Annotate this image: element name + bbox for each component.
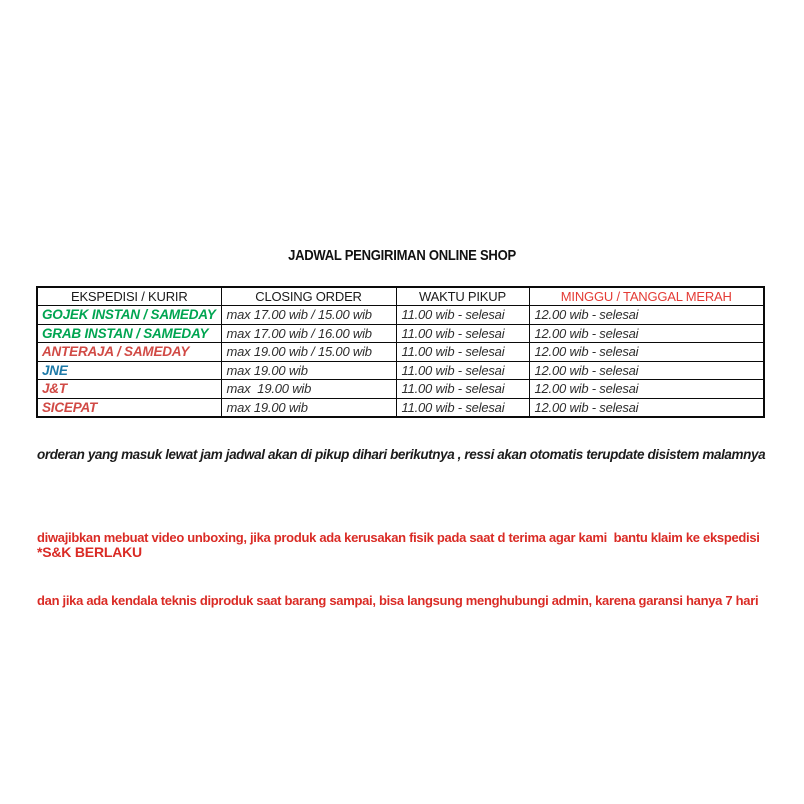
table-row [37,380,764,399]
closing-order-cell: max 19.00 wib [221,361,396,380]
page-title: JADWAL PENGIRIMAN ONLINE SHOP [288,247,516,264]
closing-order-cell: max 17.00 wib / 15.00 wib [221,306,396,325]
closing-order-cell: max 17.00 wib / 16.00 wib [221,324,396,343]
courier-name: GOJEK INSTAN / SAMEDAY [37,306,221,325]
unboxing-warning-line2: dan jika ada kendala teknis diproduk saat barang sampai, bisa langsung menghubungi admin, karena garansi hanya 7 hari [37,593,759,608]
waktu-pikup-cell: 11.00 wib - selesai [396,324,529,343]
table-header-row [37,287,764,306]
minggu-cell: 12.00 wib - selesai [529,398,764,417]
closing-order-cell: max 19.00 wib / 15.00 wib [221,343,396,362]
minggu-cell: 12.00 wib - selesai [529,306,764,325]
courier-name: ANTERAJA / SAMEDAY [37,343,221,362]
table-row [37,398,764,417]
closing-order-cell: max 19.00 wib [221,380,396,399]
table-row [37,324,764,343]
minggu-cell: 12.00 wib - selesai [529,380,764,399]
table-row [37,361,764,380]
shipping-schedule-table [36,286,765,418]
courier-name: SICEPAT [37,398,221,417]
minggu-cell: 12.00 wib - selesai [529,324,764,343]
header-closing-order: CLOSING ORDER [221,287,396,306]
header-minggu-tanggal-merah: MINGGU / TANGGAL MERAH [529,287,764,306]
courier-name: JNE [37,361,221,380]
closing-order-cell: max 19.00 wib [221,398,396,417]
pickup-note: orderan yang masuk lewat jam jadwal akan di pikup dihari berikutnya , ressi akan otomatis terupdate disistem malamnya [37,447,766,462]
unboxing-warning [37,485,760,632]
header-ekspedisi-kurir: EKSPEDISI / KURIR [37,287,221,306]
waktu-pikup-cell: 11.00 wib - selesai [396,380,529,399]
waktu-pikup-cell: 11.00 wib - selesai [396,306,529,325]
terms-note: *S&K BERLAKU [37,544,142,560]
waktu-pikup-cell: 11.00 wib - selesai [396,398,529,417]
waktu-pikup-cell: 11.00 wib - selesai [396,361,529,380]
minggu-cell: 12.00 wib - selesai [529,361,764,380]
courier-name: GRAB INSTAN / SAMEDAY [37,324,221,343]
table-row [37,306,764,325]
waktu-pikup-cell: 11.00 wib - selesai [396,343,529,362]
minggu-cell: 12.00 wib - selesai [529,343,764,362]
courier-name: J&T [37,380,221,399]
header-waktu-pikup: WAKTU PIKUP [396,287,529,306]
unboxing-warning-line1: diwajibkan mebuat video unboxing, jika produk ada kerusakan fisik pada saat d terima agar kami bantu klaim ke ekspedisi [37,530,760,545]
table-row [37,343,764,362]
